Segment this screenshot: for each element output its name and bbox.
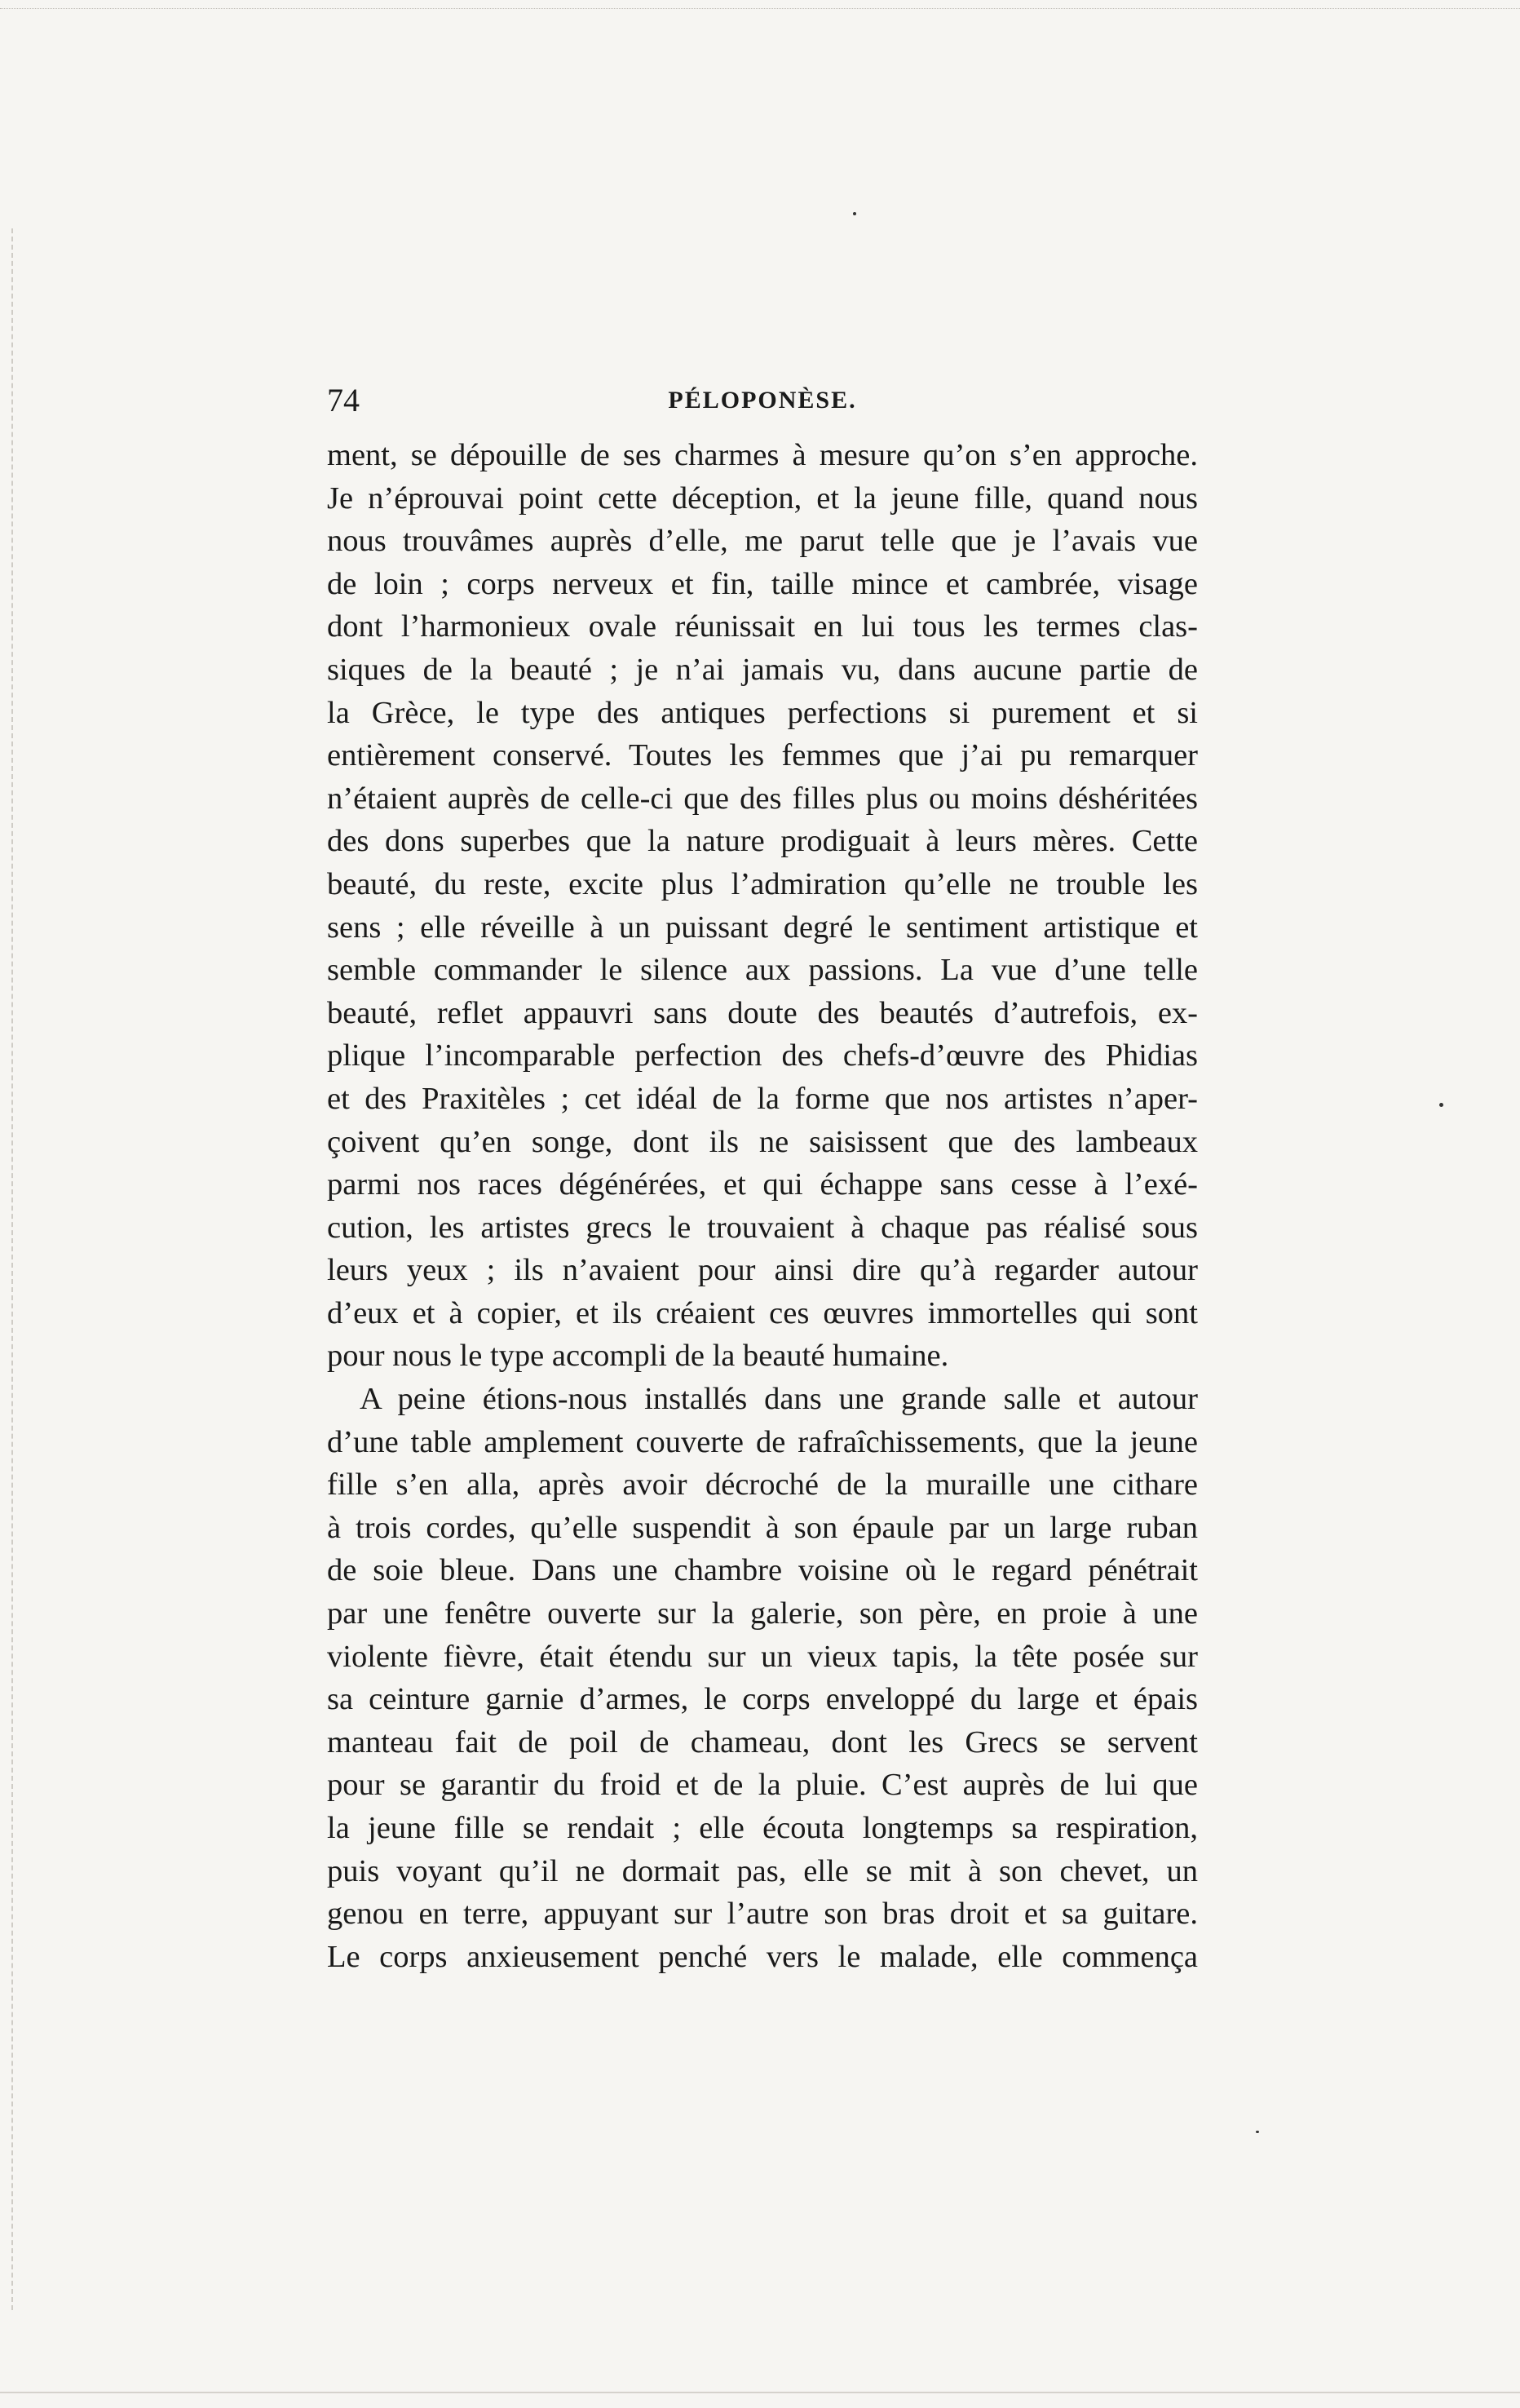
running-head [327,380,1198,421]
text-line: pour nous le type accompli de la beauté humaine. [327,1339,949,1374]
paragraph [327,434,1198,1378]
text-line: semble commander le silence aux passions. La vue d’une telle [327,953,1198,988]
text-line: genou en terre, appuyant sur l’autre son bras droit et sa guitare. [327,1897,1198,1932]
paragraph [327,1378,1198,1978]
running-title: PÉLOPONÈSE. [668,387,857,414]
text-line: beauté, du reste, excite plus l’admiration qu’elle ne trouble les [327,866,1198,901]
text-line: d’une table amplement couverte de rafraîchissements, que la jeune [327,1424,1198,1459]
text-line: par une fenêtre ouverte sur la galerie, son père, en proie à une [327,1596,1198,1631]
text-line: n’étaient auprès de celle-ci que des filles plus ou moins déshéritées [327,781,1198,816]
text-line: violente fièvre, était étendu sur un vieux tapis, la tête posée sur [327,1639,1198,1674]
text-line: ment, se dépouille de ses charmes à mesure qu’on s’en approche. [327,438,1198,472]
text-line: d’eux et à copier, et ils créaient ces œuvres immortelles qui sont [327,1295,1198,1330]
text-line: et des Praxitèles ; cet idéal de la forme que nos artistes n’aper- [327,1081,1198,1116]
text-line: la jeune fille se rendait ; elle écouta longtemps sa respiration, [327,1811,1198,1845]
text-line: beauté, reflet appauvri sans doute des beautés d’autrefois, ex- [327,995,1198,1030]
text-line: à trois cordes, qu’elle suspendit à son épaule par un large ruban [327,1510,1198,1545]
body-text [327,434,1198,1978]
text-line: la Grèce, le type des antiques perfections si purement et si [327,695,1198,730]
page-bottom-edge [0,2392,1520,2393]
text-line: çoivent qu’en songe, dont ils ne saisissent que des lambeaux [327,1124,1198,1159]
text-line: sens ; elle réveille à un puissant degré le sentiment artistique et [327,910,1198,945]
text-line: A peine étions-nous installés dans une grande salle et autour [360,1382,1198,1417]
text-line: siques de la beauté ; je n’ai jamais vu, dans aucune partie de [327,652,1198,687]
text-line: fille s’en alla, après avoir décroché de la muraille une cithare [327,1467,1198,1503]
text-line: Le corps anxieusement penché vers le malade, elle commença [327,1939,1198,1974]
text-line: puis voyant qu’il ne dormait pas, elle se mit à son chevet, un [327,1853,1198,1888]
text-line: entièrement conservé. Toutes les femmes que j’ai pu remarquer [327,738,1198,773]
text-line: pour se garantir du froid et de la pluie. C’est auprès de lui que [327,1768,1198,1803]
text-line: manteau fait de poil de chameau, dont les Grecs se servent [327,1724,1198,1760]
text-line: des dons superbes que la nature prodiguait à leurs mères. Cette [327,824,1198,859]
text-line: de loin ; corps nerveux et fin, taille mince et cambrée, visage [327,566,1198,601]
scan-speck [1256,2131,1259,2133]
text-line: dont l’harmonieux ovale réunissait en lui tous les termes clas- [327,609,1198,644]
text-line: cution, les artistes grecs le trouvaient à chaque pas réalisé sous [327,1210,1198,1245]
page-left-edge [11,228,13,2310]
text-line: parmi nos races dégénérées, et qui échappe sans cesse à l’exé- [327,1167,1198,1202]
page-top-edge [0,0,1520,9]
scan-speck [1439,1103,1443,1107]
text-line: sa ceinture garnie d’armes, le corps enveloppé du large et épais [327,1682,1198,1717]
text-line: nous trouvâmes auprès d’elle, me parut telle que je l’avais vue [327,524,1198,559]
page-number: 74 [327,382,360,418]
text-line: de soie bleue. Dans une chambre voisine où le regard pénétrait [327,1553,1198,1588]
scan-speck [853,212,856,215]
text-line: leurs yeux ; ils n’avaient pour ainsi dire qu’à regarder autour [327,1253,1198,1288]
text-line: Je n’éprouvai point cette déception, et la jeune fille, quand nous [327,480,1198,516]
text-line: plique l’incomparable perfection des chefs-d’œuvre des Phidias [327,1038,1198,1073]
